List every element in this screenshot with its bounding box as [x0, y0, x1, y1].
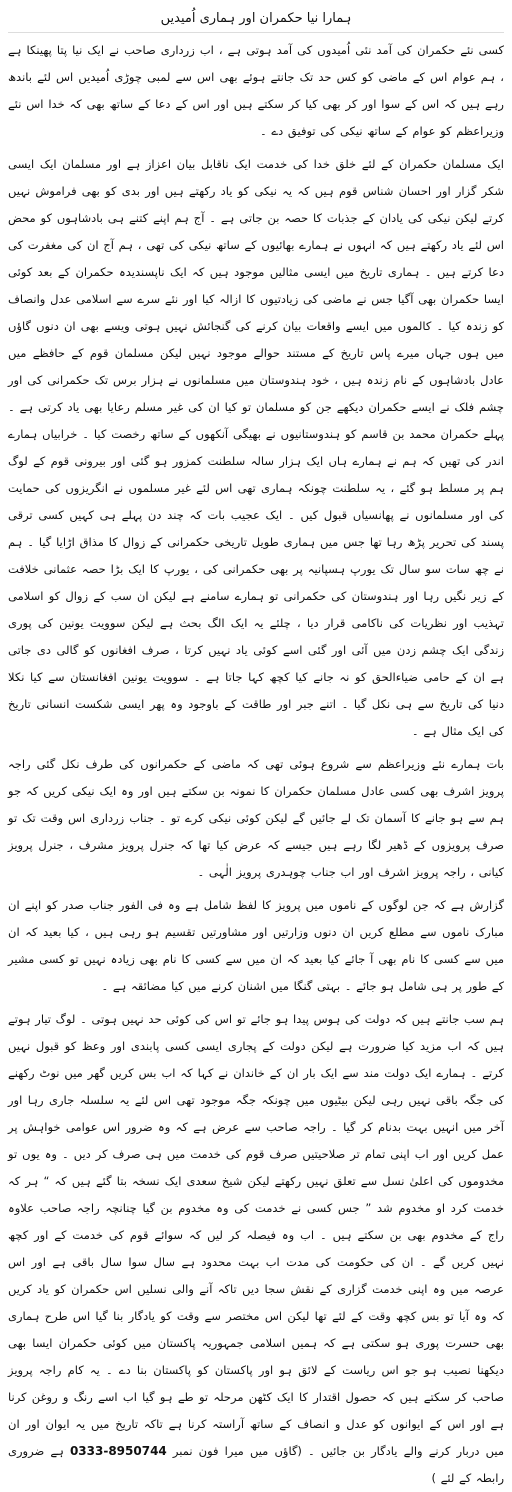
article-paragraph-5-text: ہم سب جانتے ہیں کہ دولت کی ہوس پیدا ہو جائے تو اس کی کوئی حد نہیں ہوتی ۔ لوگ تیار ہوتے ہیں کہ اب مزید کیا ضرورت ہے لیکن دولت کے پجاری ایسی کسی پابندی اور وعظ کو قبول نہیں کرتے ۔ ہمارے ایک دولت مند سے ایک بار ان کے خاندان نے کہا کہ اب بس کریں گھر میں نوٹ رکھنے کی جگہ باقی نہیں رہی لیکن بیٹیوں میں چونکہ جگہ موجود تھی اس لئے یہ سلسلہ جاری رہا اور آخر میں انہیں بہت بدنام کر گیا ۔ راجہ صاحب سے عرض ہے کہ وہ ضرور اس عوامی خواہش پر عمل کریں اور اب اپنی تمام تر صلاحیتیں صرف قوم کی خدمت میں ہی صرف کر دیں ۔ وہ یوں تو مخدوموں کی اعلیٰ نسل سے تعلق نہیں رکھتے لیکن شیخ سعدی ایک نسخہ بتا گئے ہیں کہ “ ہر کہ خدمت کرد او مخدوم شد ” جس کسی نے خدمت کی وہ مخدوم بن گیا چنانچہ راجہ صاحب علاوہ راج کے مخدوم بھی بن سکتے ہیں ۔ اب وہ فیصلہ کر لیں کہ سوائے قوم کی خدمت کے اور کچھ نہیں کریں گے ۔ ان کی حکومت کی مدت اب بہت محدود ہے سال سوا سال باقی ہے اور اس عرصہ میں وہ اپنی خدمت گزاری کے نقش سجا دیں تاکہ آنے والی نسلیں اس حکمران کو یاد کریں کہ وہ آیا تو بس کچھ وقت کے لئے تھا لیکن اس مختصر سے وقت کو یادگار بنا گیا اس طرح ہماری بھی حسرت پوری ہو سکتی ہے کہ ہمیں اسلامی جمہوریہ پاکستان میں کوئی حکمران ایسا بھی دیکھنا نصیب ہو جو اس ریاست کے لائق ہو اور پاکستان کو پاکستان بنا دے ۔ یہ کام راجہ پرویز صاحب کر سکتے ہیں کہ حصول اقتدار کا ایک کٹھن مرحلہ تو طے ہو گیا اب اسے رنگ و روغن کرنا ہے اور اس کے ایوانوں کو عدل و انصاف کے ساتھ آراستہ کرنا ہے تاکہ تاریخ میں یہ ایوان اور ان میں دربار کرنے والے یادگار بن جائیں ۔ (گاؤں میں میرا فون نمبر [8, 1012, 505, 1458]
article-paragraph-2: ایک مسلمان حکمران کے لئے خلق خدا کی خدمت ایک ناقابل بیان اعزاز ہے اور مسلمان ایک ایسی شکر گزار اور احسان شناس قوم ہیں کہ یہ نیکی کو یاد رکھتے ہیں اور بدی کو بھی فراموش نہیں کرتے لیکن نیکی کی یادان کے جذبات کا حصہ بن جاتی ہے ۔ آج ہم اپنے کتنے ہی بادشاہوں کو محض اس لئے یاد رکھتے ہیں کہ انہوں نے ہمارے بھائیوں کے ساتھ نیکی کی تھی ، ہم آج ان کی مغفرت کی دعا کرتے ہیں ۔ ہماری تاریخ میں ایسی مثالیں موجود ہیں کہ ایک ناپسندیدہ حکمران کے بعد کوئی ایسا حکمران بھی آگیا جس نے ماضی کی زیادتیوں کا ازالہ کیا اور نئے سرے سے اسلامی عدل وانصاف کو زندہ کیا ۔ کالموں میں ایسے واقعات بیان کرنے کی گنجائش نہیں ہوتی ویسے بھی ان دنوں گاؤں میں ہوں جہاں میرے پاس تاریخ کے مستند حوالے موجود نہیں لیکن مسلمان قوم کے حافظے میں عادل بادشاہوں کے نام زندہ ہیں ، خود ہندوستان میں مسلمانوں نے ہزار برس تک حکمرانی کی اور چشم فلک نے ایسے حکمران دیکھے جن کو مسلمان تو کیا ان کی غیر مسلم رعایا بھی یاد کرتی ہے ۔ پہلے حکمران محمد بن قاسم کو ہندوستانیوں نے بھیگی آنکھوں کے ساتھ رخصت کیا ۔ خرابیاں ہمارے اندر کی تھیں کہ ہم نے ہمارے ہاں ایک ہزار سالہ سلطنت کمزور ہو گئی اور بیرونی قوم کے لوگ ہم پر مسلط ہو گئے ، یہ سلطنت چونکہ ہماری تھی اس لئے غیر مسلموں نے انگریزوں کی حمایت کی اور مسلمانوں نے پھانسیاں قبول کیں ۔ ایک عجیب بات کہ چند دن پہلے ہی کہیں کسی ترقی پسند کی تحریر پڑھ رہا تھا جس میں ہماری طویل تاریخی حکمرانی کے زوال کا مذاق اڑایا گیا ۔ ہم نے چھ سات سو سال تک یورپ ہسپانیہ پر بھی حکمرانی کی ، یورپ کا ایک بڑا حصہ عثمانی خلافت کے زیر نگیں رہا اور ہندوستان کی حکمرانی تو ہمارے سامنے ہے لیکن ان سب کے زوال کو اسلامی تہذیب اور نظریات کی ناکامی قرار دیا ، چلئے یہ ایک الگ بحث ہے لیکن سوویت یونین کی پوری زندگی ایک چشم زدن میں آئی اور گئی اسے کوئی یاد نہیں کرتا ، صرف افغانوں کو گالی دی جاتی ہے ان کے حامی ضیاءالحق کو نہ جانے کیا کچھ کہا جاتا ہے ۔ سوویت یونین افغانستان سے کیا نکلا دنیا کی تاریخ سے ہی نکل گیا ۔ اتنے جبر اور طاقت کے باوجود وہ پھر ایسی شکست انسانی تاریخ کی ایک مثال ہے ۔ [8, 157, 505, 738]
article-headline: ہمارا نیا حکمران اور ہماری اُمیدیں [8, 8, 504, 33]
article-paragraph-3: بات ہمارے نئے وزیراعظم سے شروع ہوئی تھی کہ ماضی کے حکمرانوں کی طرف نکل گئی راجہ پرویز اشرف بھی کسی عادل مسلمان حکمران کا نمونہ بن سکتے ہیں اور وہ ایک نیکی کریں کہ جو ہم سے ہو جانے کا آسمان تک لے جائیں گے لیکن کوئی نیکی کرے تو ۔ جناب زرداری اس وقت تک تو صرف پرویزوں کے ڈھیر لگا رہے ہیں جیسے کہ عرض کیا تھا کہ جنرل پرویز مشرف ، جنرل پرویز کیانی ، راجہ پرویز اشرف اور اب جناب چوہدری پرویز الٰہی ۔ [8, 757, 504, 879]
article-paragraph-4: گزارش ہے کہ جن لوگوں کے ناموں میں پرویز کا لفظ شامل ہے وہ فی الفور جناب صدر کو اپنے ان مبارک ناموں سے مطلع کریں ان دنوں وزارتیں اور مشاورتیں تقسیم ہو رہی ہیں ، کیا بعید کہ ان میں سے کسی کا نام بھی آ جائے کیا بعید کہ ان میں سے کسی کا نام بھی زیادہ نہیں تو کسی مشیر کے طور پر ہی شامل ہو جائے ۔ بہتی گنگا میں اشنان کرنے میں کیا مضائقہ ہے ۔ [8, 898, 504, 993]
closing-text: ہے ضروری رابطہ کے لئے ) [8, 1444, 504, 1485]
article-body [8, 37, 505, 1485]
article-paragraph-1: کسی نئے حکمران کی آمد نئی اُمیدوں کی آمد ہوتی ہے ، اب زرداری صاحب نے ایک نیا پتا پھینکا ہے ، ہم عوام اس کے ماضی کو کس حد تک جانتے ہوئے بھی اس سے لمبی چوڑی اُمیدیں اس لئے باندھ رہے ہیں کہ اس کے سوا اور کر بھی کیا کر سکتے ہیں اور اس کے دعا کے ساتھ بھی کہ خدا اس نئے وزیراعظم کو عوام کے ساتھ نیکی کی توفیق دے ۔ [8, 43, 504, 138]
phone-number: 0333-8950744 [69, 1444, 167, 1458]
article-paragraph-5 [8, 1006, 504, 1492]
